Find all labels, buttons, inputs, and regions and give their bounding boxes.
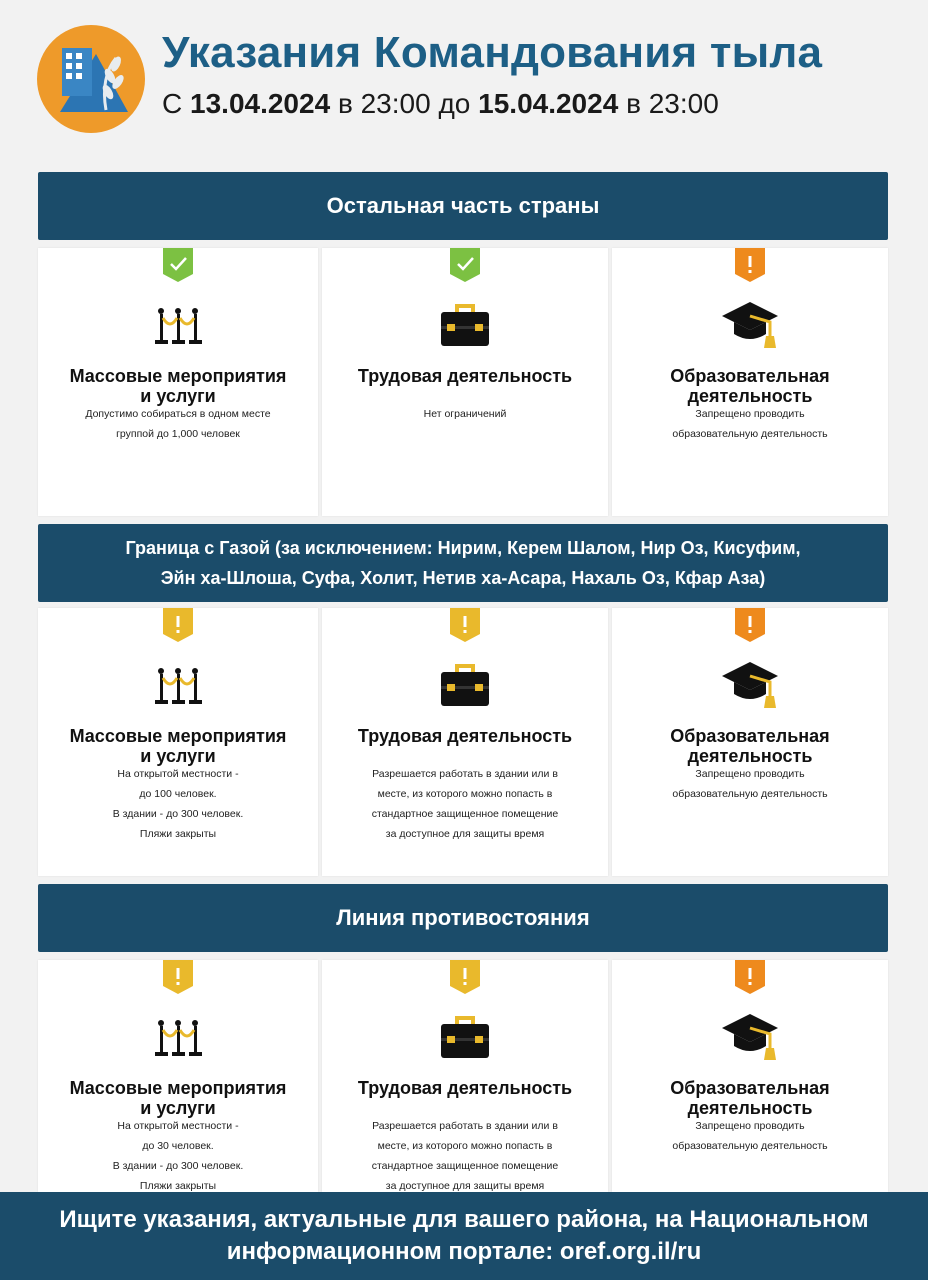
card-description-line: На открытой местности -	[117, 768, 239, 780]
card-description	[48, 764, 308, 844]
home-front-command-logo	[36, 24, 146, 134]
section-heading-rest-of-country	[38, 172, 888, 240]
card-title-line: деятельность	[687, 1098, 813, 1118]
card-description	[622, 404, 878, 444]
info-card	[612, 608, 888, 876]
card-description-line: Допустимо собираться в одном месте	[85, 408, 271, 420]
card-title	[322, 726, 608, 746]
briefcase-icon	[433, 656, 497, 712]
card-title-line: Трудовая деятельность	[357, 1078, 573, 1098]
card-description	[622, 1116, 878, 1156]
card-title-line: Образовательная	[670, 726, 830, 746]
card-description-line: до 30 человек.	[142, 1140, 214, 1152]
card-description-line: Запрещено проводить	[695, 768, 805, 780]
card-description	[622, 764, 878, 804]
card-title-line: Массовые мероприятия	[69, 726, 287, 746]
graduation-cap-icon	[718, 656, 782, 712]
validity-dates	[162, 88, 719, 120]
card-description-line: месте, из которого можно попасть в	[377, 1140, 553, 1152]
footer-line-2: информационном портале: oref.org.il/ru	[226, 1238, 702, 1265]
card-description-line: В здании - до 300 человек.	[112, 808, 244, 820]
date-to: 15.04.2024	[478, 88, 619, 119]
card-description-line: Запрещено проводить	[695, 408, 805, 420]
card-description	[332, 1116, 598, 1196]
card-description-line: месте, из которого можно попасть в	[377, 788, 553, 800]
card-title	[612, 1078, 888, 1118]
card-title	[322, 366, 608, 386]
card-title	[612, 366, 888, 406]
graduation-cap-icon	[718, 296, 782, 352]
stanchion-barrier-icon	[146, 1008, 210, 1064]
date-separator: в 23:00 до	[337, 88, 471, 119]
card-title	[322, 1078, 608, 1098]
warning-badge-icon	[450, 960, 480, 994]
card-title-line: Массовые мероприятия	[69, 1078, 287, 1098]
section-heading-line: Граница с Газой (за исключением: Нирим, Керем Шалом, Нир Оз, Кисуфим,	[125, 538, 801, 558]
warning-badge-icon	[163, 960, 193, 994]
card-description	[332, 404, 598, 424]
section-heading-line: Эйн ха-Шлоша, Суфа, Холит, Нетив ха-Асара, Нахаль Оз, Кфар Аза)	[160, 568, 766, 588]
footer-banner	[0, 1192, 928, 1280]
date-suffix: в 23:00	[626, 88, 719, 119]
section-heading-line: Остальная часть страны	[326, 193, 600, 218]
stanchion-barrier-icon	[146, 656, 210, 712]
info-card	[38, 960, 318, 1192]
card-description-line: до 100 человек.	[139, 788, 217, 800]
footer-line-1: Ищите указания, актуальные для вашего района, на Национальном	[59, 1206, 869, 1233]
info-card	[612, 248, 888, 516]
warning-badge-icon	[735, 960, 765, 994]
card-description-line: Пляжи закрыты	[139, 828, 217, 840]
info-card	[322, 960, 608, 1192]
card-description	[48, 1116, 308, 1196]
card-title-line: и услуги	[140, 386, 216, 406]
card-description-line: В здании - до 300 человек.	[112, 1160, 244, 1172]
card-description	[332, 764, 598, 844]
card-title-line: Массовые мероприятия	[69, 366, 287, 386]
section-heading-gaza-border	[38, 524, 888, 602]
card-description-line: группой до 1,000 человек	[116, 428, 240, 440]
stanchion-barrier-icon	[146, 296, 210, 352]
warning-badge-icon	[735, 248, 765, 282]
section-heading-line: Линия противостояния	[336, 905, 590, 930]
card-description-line: образовательную деятельность	[672, 1140, 828, 1152]
section-heading-confrontation-line	[38, 884, 888, 952]
card-title	[38, 726, 318, 766]
card-title-line: деятельность	[687, 746, 813, 766]
info-card	[612, 960, 888, 1192]
check-badge-icon	[163, 248, 193, 282]
card-description-line: Пляжи закрыты	[139, 1180, 217, 1192]
card-title-line: Образовательная	[670, 1078, 830, 1098]
date-from: 13.04.2024	[190, 88, 331, 119]
info-card	[38, 608, 318, 876]
card-title-line: деятельность	[687, 386, 813, 406]
info-card	[38, 248, 318, 516]
check-badge-icon	[450, 248, 480, 282]
card-title	[38, 1078, 318, 1118]
card-description-line: Разрешается работать в здании или в	[372, 768, 558, 780]
graduation-cap-icon	[718, 1008, 782, 1064]
warning-badge-icon	[450, 608, 480, 642]
card-description-line: Нет ограничений	[423, 408, 507, 420]
card-title-line: Трудовая деятельность	[357, 366, 573, 386]
briefcase-icon	[433, 1008, 497, 1064]
page-header	[0, 0, 928, 160]
card-description-line: за доступное для защиты время	[385, 1180, 545, 1192]
card-description-line: На открытой местности -	[117, 1120, 239, 1132]
info-card	[322, 248, 608, 516]
page-title: Указания Командования тыла	[162, 28, 823, 77]
card-description-line: образовательную деятельность	[672, 788, 828, 800]
card-title	[612, 726, 888, 766]
card-description-line: за доступное для защиты время	[385, 828, 545, 840]
card-title-line: и услуги	[140, 1098, 216, 1118]
info-card	[322, 608, 608, 876]
card-title-line: Образовательная	[670, 366, 830, 386]
card-description-line: стандартное защищенное помещение	[371, 1160, 559, 1172]
card-title-line: и услуги	[140, 746, 216, 766]
card-description-line: Запрещено проводить	[695, 1120, 805, 1132]
card-description	[48, 404, 308, 444]
warning-badge-icon	[735, 608, 765, 642]
warning-badge-icon	[163, 608, 193, 642]
card-title	[38, 366, 318, 406]
date-prefix: С	[162, 88, 183, 119]
card-title-line: Трудовая деятельность	[357, 726, 573, 746]
card-description-line: стандартное защищенное помещение	[371, 808, 559, 820]
card-description-line: образовательную деятельность	[672, 428, 828, 440]
briefcase-icon	[433, 296, 497, 352]
card-description-line: Разрешается работать в здании или в	[372, 1120, 558, 1132]
